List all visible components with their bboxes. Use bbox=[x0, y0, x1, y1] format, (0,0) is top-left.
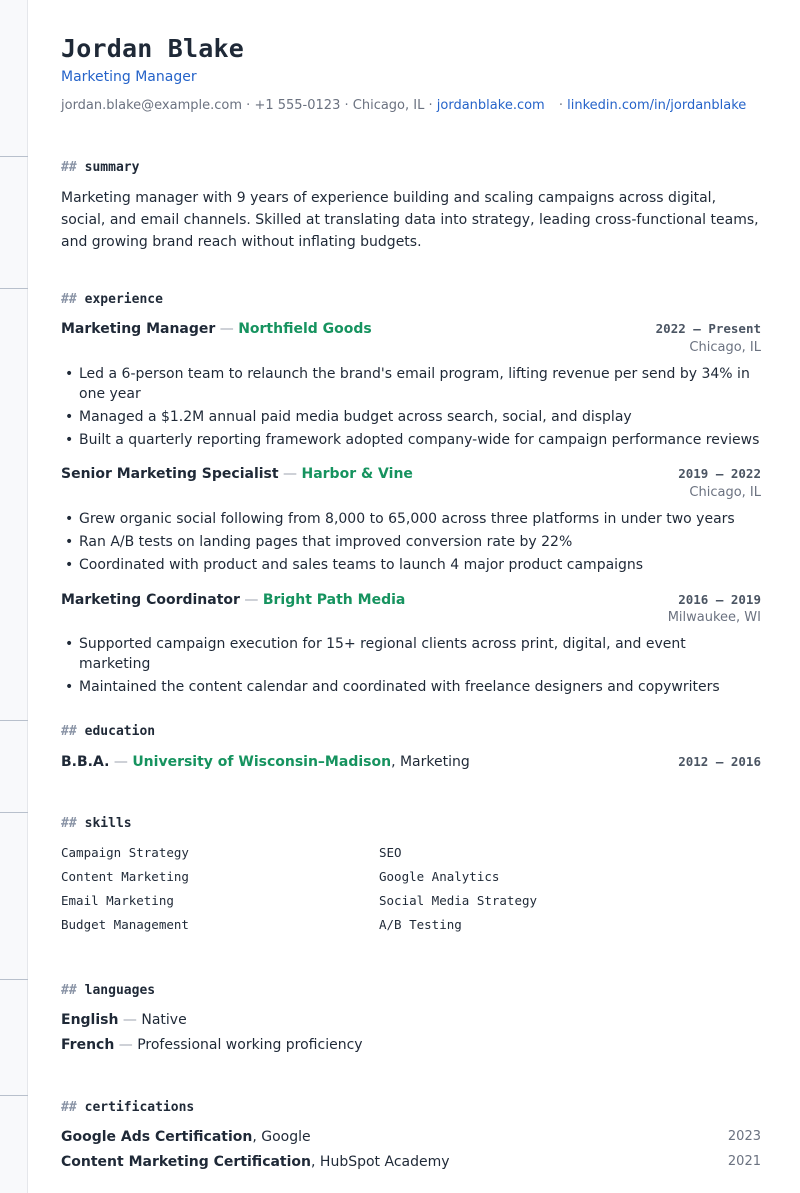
job-dates: 2022 – Present bbox=[655, 321, 761, 336]
list-item: • Grew organic social following from 8,000 to 65,000 across three platforms in under two years bbox=[61, 509, 761, 529]
list-item: • Built a quarterly reporting framework adopted company-wide for campaign performance reviews bbox=[61, 430, 761, 450]
gutter-divider bbox=[0, 156, 28, 157]
job-title: Marketing Coordinator bbox=[61, 592, 240, 608]
section-heading-experience: ## experience bbox=[61, 292, 163, 307]
job-company: Bright Path Media bbox=[262, 592, 406, 608]
skill-item: SEO bbox=[379, 845, 402, 860]
list-item: • Ran A/B tests on landing pages that improved conversion rate by 22% bbox=[61, 532, 761, 552]
left-gutter bbox=[0, 0, 28, 1193]
degree: B.B.A. bbox=[61, 754, 110, 770]
certification-year: 2023 bbox=[727, 1129, 761, 1144]
job-title: Marketing Manager bbox=[61, 321, 216, 337]
candidate-role: Marketing Manager bbox=[61, 69, 197, 85]
candidate-name: Jordan Blake bbox=[61, 34, 245, 63]
linkedin-link[interactable]: linkedin.com/in/jordanblake bbox=[567, 98, 747, 113]
section-heading-skills: ## skills bbox=[61, 816, 132, 831]
job-company: Harbor & Vine bbox=[301, 466, 413, 482]
job-bullets bbox=[61, 509, 761, 578]
contact-location: Chicago, IL bbox=[352, 98, 425, 113]
skill-item: Budget Management bbox=[61, 917, 189, 932]
school: University of Wisconsin–Madison bbox=[132, 754, 392, 770]
skill-item: Social Media Strategy bbox=[379, 893, 538, 908]
website-link[interactable]: jordanblake.com bbox=[436, 98, 545, 113]
contact-email[interactable]: jordan.blake@example.com bbox=[61, 98, 243, 113]
list-item: • Led a 6-person team to relaunch the brand's email program, lifting revenue per send by 34% in one year bbox=[61, 364, 761, 404]
job-dates: 2019 – 2022 bbox=[678, 466, 761, 481]
contact-phone: +1 555-0123 bbox=[254, 98, 341, 113]
job-location: Milwaukee, WI bbox=[667, 610, 761, 625]
section-heading-languages: ## languages bbox=[61, 983, 156, 998]
section-heading-certifications: ## certifications bbox=[61, 1100, 195, 1115]
gutter-divider bbox=[0, 1095, 28, 1096]
skill-item: Google Analytics bbox=[379, 869, 500, 884]
job-company: Northfield Goods bbox=[238, 321, 372, 337]
list-item: • Coordinated with product and sales teams to launch 4 major product campaigns bbox=[61, 555, 761, 575]
job-location: Chicago, IL bbox=[689, 485, 761, 500]
section-heading-education: ## education bbox=[61, 724, 156, 739]
gutter-divider bbox=[0, 288, 28, 289]
certification-year: 2021 bbox=[727, 1154, 761, 1169]
section-heading-summary: ## summary bbox=[61, 160, 140, 175]
skill-item: Campaign Strategy bbox=[61, 845, 189, 860]
gutter-divider bbox=[0, 812, 28, 813]
job-heading: Marketing Coordinator — Bright Path Media bbox=[61, 592, 406, 608]
education-entry: B.B.A. — University of Wisconsin–Madison, Marketing bbox=[61, 754, 470, 770]
list-item: • Maintained the content calendar and coordinated with freelance designers and copywriters bbox=[61, 677, 761, 697]
job-heading: Senior Marketing Specialist — Harbor & Vine bbox=[61, 466, 413, 482]
list-item: • Supported campaign execution for 15+ regional clients across print, digital, and event marketing bbox=[61, 634, 761, 674]
language-item: French — Professional working proficiency bbox=[61, 1037, 363, 1053]
job-bullets bbox=[61, 364, 761, 453]
language-item: English — Native bbox=[61, 1012, 187, 1028]
skill-item: Email Marketing bbox=[61, 893, 174, 908]
gutter-divider bbox=[0, 720, 28, 721]
education-dates: 2012 – 2016 bbox=[678, 754, 761, 769]
job-bullets bbox=[61, 634, 761, 700]
skill-item: Content Marketing bbox=[61, 869, 189, 884]
job-location: Chicago, IL bbox=[689, 340, 761, 355]
summary-text: Marketing manager with 9 years of experience building and scaling campaigns across digital, social, and email channels. Skilled at translating data into strategy, leading cross-functional teams, and growing brand reach without inflating budgets. bbox=[61, 190, 759, 250]
list-item: • Managed a $1.2M annual paid media budget across search, social, and display bbox=[61, 407, 761, 427]
job-heading: Marketing Manager — Northfield Goods bbox=[61, 321, 372, 337]
gutter-divider bbox=[0, 979, 28, 980]
contact-line: jordan.blake@example.com · +1 555-0123 · Chicago, IL · jordanblake.com · linkedin.com/in/jordanblake bbox=[61, 98, 747, 113]
certification-item: Google Ads Certification, Google bbox=[61, 1129, 311, 1145]
skill-item: A/B Testing bbox=[379, 917, 462, 932]
certification-item: Content Marketing Certification, HubSpot Academy bbox=[61, 1154, 450, 1170]
job-dates: 2016 – 2019 bbox=[678, 592, 761, 607]
field-of-study: , Marketing bbox=[391, 754, 470, 770]
job-title: Senior Marketing Specialist bbox=[61, 466, 279, 482]
